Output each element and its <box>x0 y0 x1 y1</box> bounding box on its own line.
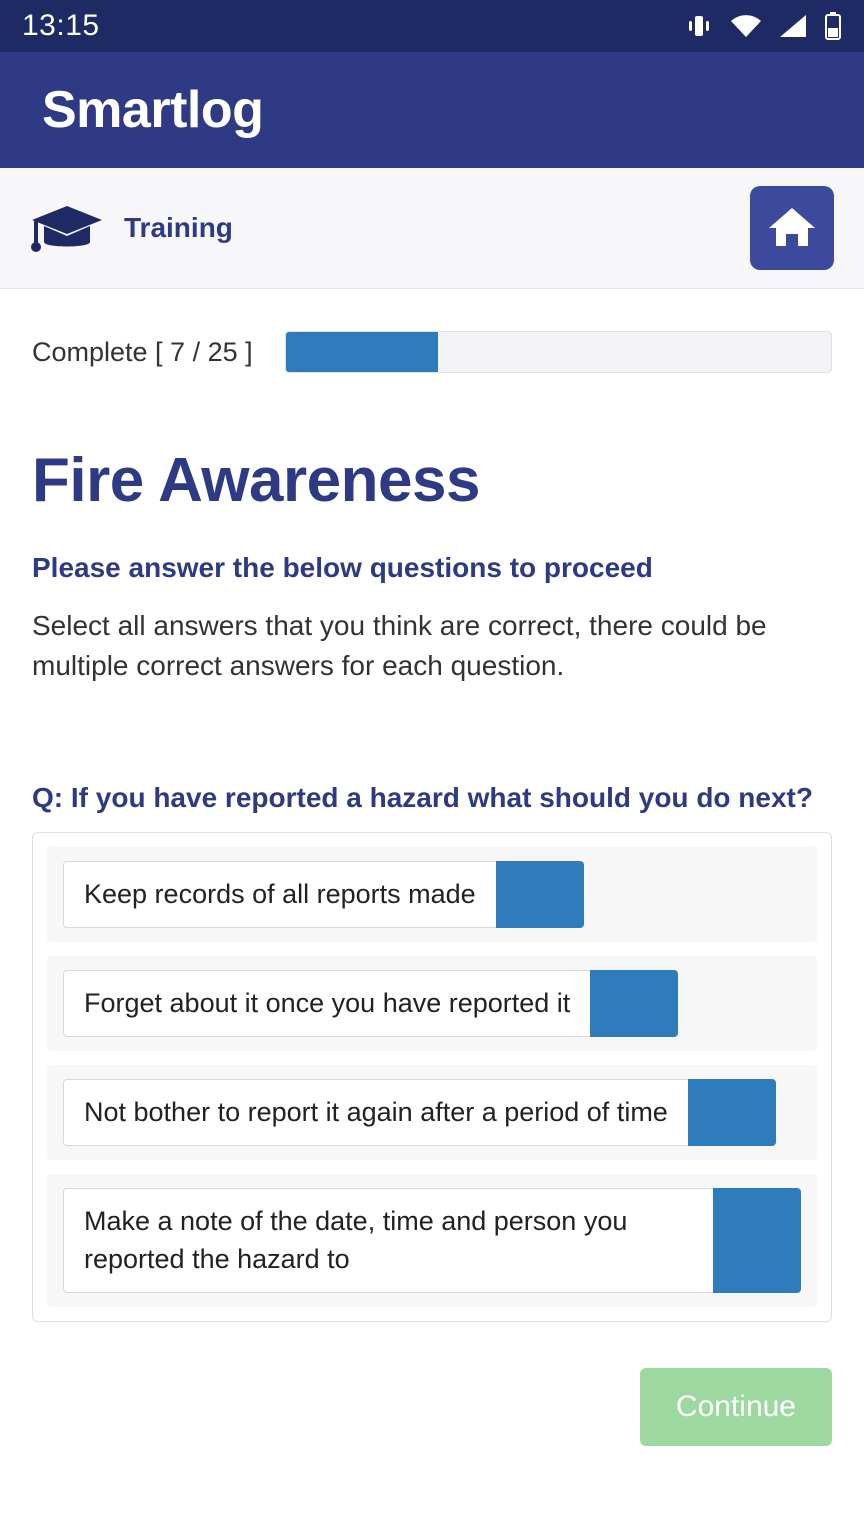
app-title: Smartlog <box>42 81 264 139</box>
progress-row <box>32 331 832 373</box>
lead-text: Please answer the below questions to proceed <box>32 552 653 583</box>
progress-label: Complete [ 7 / 25 ] <box>32 336 253 367</box>
status-icon-group <box>684 12 842 40</box>
continue-button[interactable]: Continue <box>640 1368 832 1446</box>
app-header <box>0 52 864 168</box>
section-title: Training <box>124 212 233 243</box>
footer-actions <box>32 1368 832 1446</box>
answer-option[interactable] <box>47 847 817 942</box>
status-clock: 13:15 <box>22 9 100 42</box>
answer-checkbox[interactable] <box>713 1188 801 1293</box>
signal-icon <box>778 13 808 39</box>
status-bar <box>0 0 864 52</box>
graduation-cap-icon <box>28 200 106 256</box>
answers-list <box>32 832 832 1322</box>
wifi-icon <box>730 13 762 39</box>
answer-option[interactable] <box>47 1174 817 1307</box>
answer-checkbox[interactable] <box>688 1079 776 1146</box>
section-header <box>0 168 864 289</box>
answer-label: Not bother to report it again after a period of time <box>63 1079 688 1146</box>
answer-checkbox[interactable] <box>496 861 584 928</box>
home-button[interactable] <box>750 186 834 270</box>
answer-label: Forget about it once you have reported it <box>63 970 590 1037</box>
answer-option[interactable] <box>47 956 817 1051</box>
page-title: Fire Awareness <box>32 446 480 515</box>
progress-bar <box>285 331 832 373</box>
answer-checkbox[interactable] <box>590 970 678 1037</box>
home-icon <box>767 204 817 253</box>
vibrate-icon <box>684 13 714 39</box>
main-content <box>0 331 864 1446</box>
answer-label: Make a note of the date, time and person you reported the hazard to <box>63 1188 713 1293</box>
question-text: Q: If you have reported a hazard what should you do next? <box>32 781 813 813</box>
battery-icon <box>824 12 842 40</box>
instructions-text: Select all answers that you think are correct, there could be multiple correct answers for each question. <box>32 610 767 681</box>
answer-option[interactable] <box>47 1065 817 1160</box>
answer-label: Keep records of all reports made <box>63 861 496 928</box>
progress-bar-fill <box>286 332 439 372</box>
